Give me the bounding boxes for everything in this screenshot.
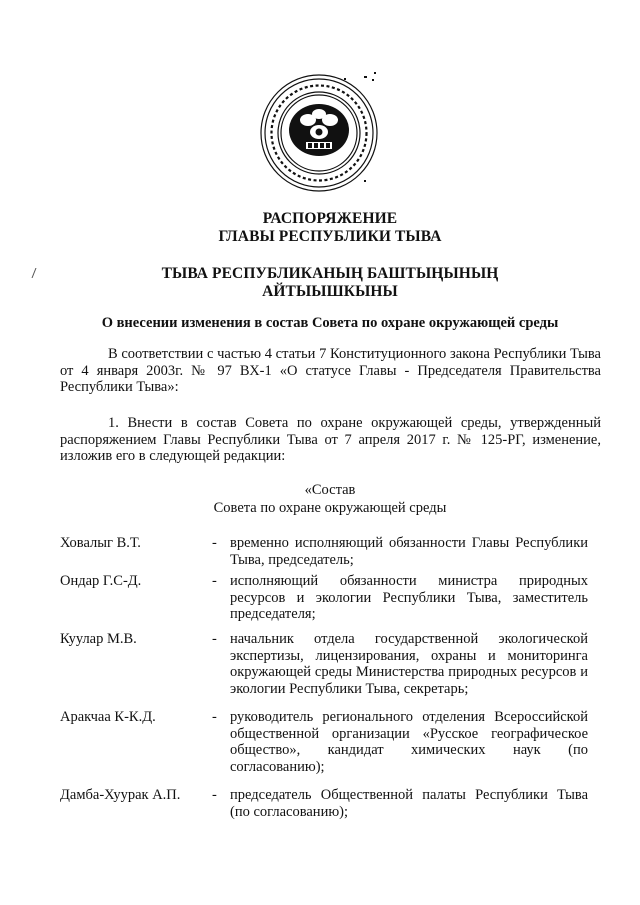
- member-role: руководитель регионального отделения Всероссийской общественной организации «Русское географическое общество», кандидат химических наук (по согласованию);: [230, 709, 588, 775]
- member-name: Ховалыг В.Т.: [60, 535, 141, 551]
- tuvan-title-line2: АЙТЫЫШКЫНЫ: [262, 283, 398, 300]
- issuer-title: ГЛАВЫ РЕСПУБЛИКИ ТЫВА: [218, 228, 442, 245]
- member-dash: -: [212, 573, 217, 589]
- member-name: Куулар М.В.: [60, 631, 137, 647]
- composition-title-line1: «Состав: [304, 482, 356, 498]
- preamble-paragraph: В соответствии с частью 4 статьи 7 Конституционного закона Республики Тыва от 4 января 2003г. № 97 ВХ-1 «О статусе Главы - Председателя Правительства Республики Тыва»:: [60, 346, 601, 395]
- member-role: временно исполняющий обязанности Главы Республики Тыва, председатель;: [230, 535, 588, 568]
- member-role: председатель Общественной палаты Республики Тыва (по согласованию);: [230, 787, 588, 820]
- document-type-title: РАСПОРЯЖЕНИЕ: [262, 210, 398, 227]
- member-dash: -: [212, 631, 217, 647]
- member-role: исполняющий обязанности министра природных ресурсов и экологии Республики Тыва, заместитель председателя;: [230, 573, 588, 622]
- item1-paragraph: 1. Внести в состав Совета по охране окружающей среды, утвержденный распоряжением Главы Республики Тыва от 7 апреля 2017 г. № 125-РГ, изменение, изложив его в следующей редакции:: [60, 415, 601, 464]
- member-name: Дамба-Хуурак А.П.: [60, 787, 181, 803]
- member-dash: -: [212, 535, 217, 551]
- member-role: начальник отдела государственной экологической экспертизы, лицензирования, охраны и мониторинга окружающей среды Министерства природных ресурсов и экологии Республики Тыва, секретарь;: [230, 631, 588, 697]
- member-dash: -: [212, 787, 217, 803]
- tuvan-title-line1: ТЫВА РЕСПУБЛИКАНЫҢ БАШТЫҢЫНЫҢ: [161, 265, 499, 282]
- member-dash: -: [212, 709, 217, 725]
- scan-mark: [30, 268, 38, 278]
- composition-title-line2: Совета по охране окружающей среды: [213, 500, 447, 516]
- member-name: Ондар Г.С-Д.: [60, 573, 142, 589]
- document-subject: О внесении изменения в состав Совета по охране окружающей среды: [101, 315, 559, 331]
- tuva-coat-of-arms-icon: [244, 70, 394, 196]
- member-name: Аракчаа К-К.Д.: [60, 709, 156, 725]
